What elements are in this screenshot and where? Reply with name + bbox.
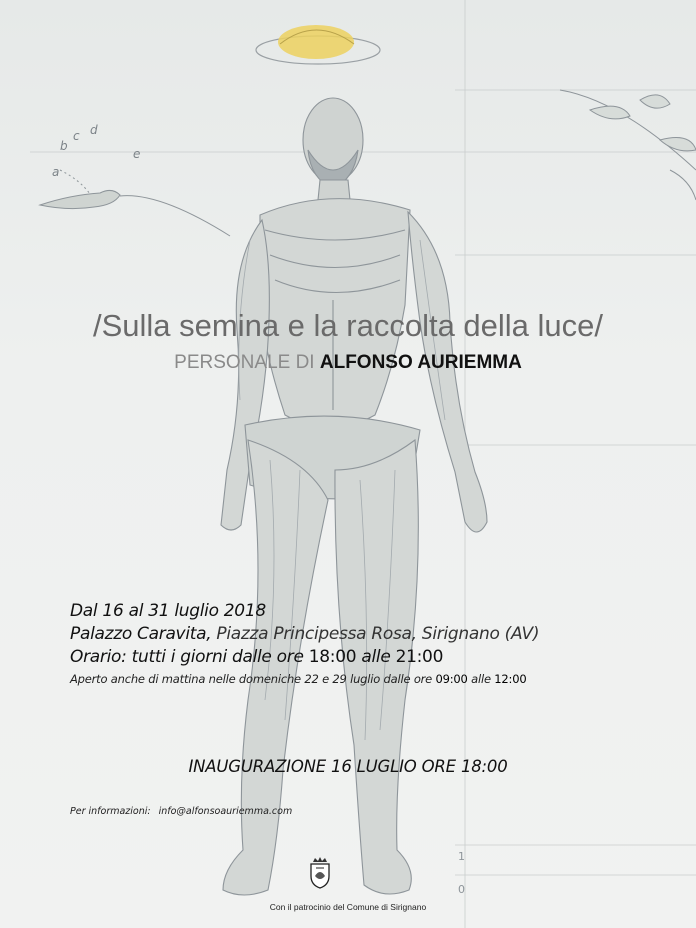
contact-info [70, 806, 292, 817]
letter-d: d [90, 123, 98, 137]
hours-from: 18:00 [308, 647, 357, 667]
event-hours [70, 646, 680, 669]
ruler-mark-0: 0 [458, 883, 465, 896]
hours-to: 21:00 [395, 647, 444, 667]
letter-e: e [133, 147, 141, 161]
contact-label: Per informazioni: [70, 806, 151, 817]
letter-a: a [52, 165, 60, 179]
artist-name: ALFONSO AURIEMMA [319, 352, 522, 373]
letter-c: c [73, 129, 80, 143]
golden-halo [256, 25, 380, 64]
hours-text: tutti i giorni dalle ore [126, 647, 309, 667]
subtitle-prefix: PERSONALE DI [174, 352, 320, 373]
event-dates: Dal 16 al 31 luglio 2018 [70, 601, 266, 621]
drawing-letters [52, 123, 140, 179]
hours-label: Orario: [70, 647, 127, 667]
venue-name: Palazzo Caravita, [70, 624, 212, 644]
hours-sep: alle [356, 647, 396, 667]
event-venue [70, 623, 680, 646]
exhibition-title: /Sulla semina e la raccolta della luce/ [92, 308, 604, 343]
event-info [70, 600, 680, 689]
branch-drawing [560, 90, 696, 200]
bird-drawing [40, 170, 230, 236]
municipal-crest-icon [307, 856, 333, 890]
morning-text: Aperto anche di mattina nelle domeniche 22 e 29 luglio dalle ore [70, 672, 436, 686]
venue-address: Piazza Principessa Rosa, Sirignano (AV) [211, 624, 540, 644]
morning-to: 12:00 [494, 672, 527, 686]
letter-b: b [60, 139, 68, 153]
morning-sep: alle [467, 672, 495, 686]
patronage-note: Con il patrocinio del Comune di Sirignano [269, 902, 427, 912]
morning-from: 09:00 [435, 672, 468, 686]
inauguration-notice: INAUGURAZIONE 16 LUGLIO ORE 18:00 [188, 757, 508, 776]
exhibition-subtitle [0, 352, 696, 374]
contact-email[interactable]: info@alfonsoauriemma.com [158, 806, 293, 817]
ruler-marks [458, 850, 465, 896]
morning-hours [70, 669, 680, 689]
ruler-mark-1: 1 [458, 850, 465, 863]
